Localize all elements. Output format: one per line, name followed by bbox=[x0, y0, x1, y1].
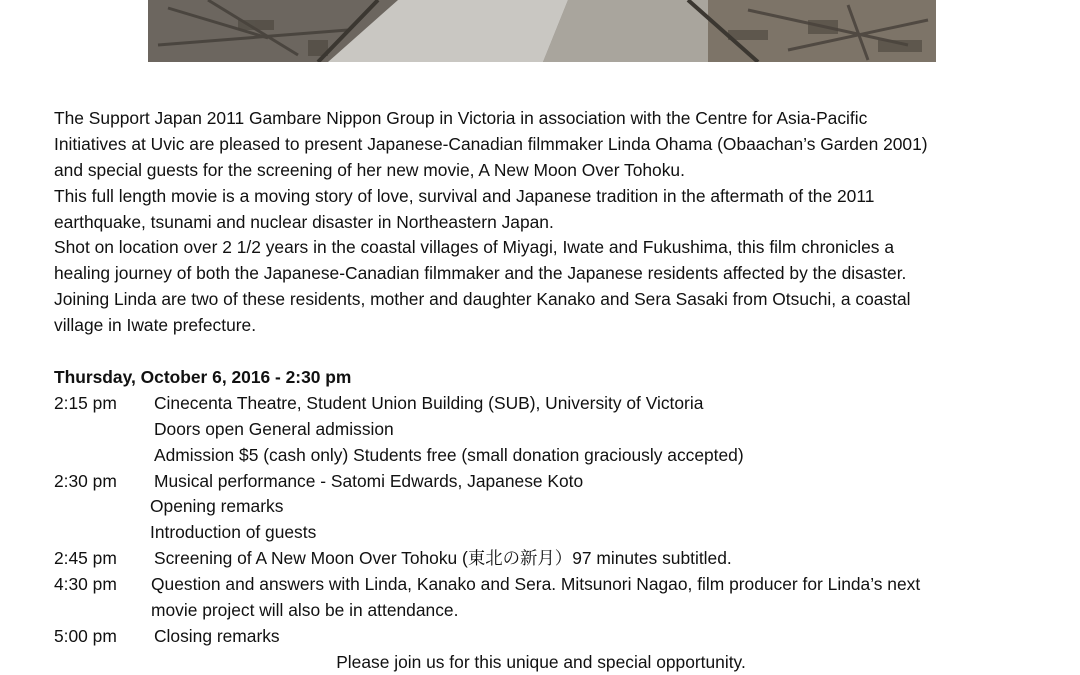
intro-line: and special guests for the screening of her new movie, A New Moon Over Tohoku. bbox=[54, 159, 685, 180]
intro-line: village in Iwate prefecture. bbox=[54, 315, 257, 336]
intro-line: healing journey of both the Japanese-Canadian filmmaker and the Japanese residents affected by the disaster. bbox=[54, 263, 907, 284]
schedule-row bbox=[54, 546, 1054, 572]
intro-paragraph bbox=[54, 106, 1054, 339]
schedule-text: Introduction of guests bbox=[150, 522, 317, 543]
intro-line: earthquake, tsunami and nuclear disaster in Northeastern Japan. bbox=[54, 211, 554, 232]
intro-line: Initiatives at Uvic are pleased to present Japanese-Canadian filmmaker Linda Ohama (Obaachan’s Garden 2001) bbox=[54, 133, 928, 154]
schedule-text: Screening of A New Moon Over Tohoku (東北の新月）97 minutes subtitled. bbox=[154, 548, 732, 569]
event-flyer-body bbox=[54, 106, 1054, 675]
intro-line: This full length movie is a moving story of love, survival and Japanese tradition in the aftermath of the 2011 bbox=[54, 185, 875, 206]
intro-line: Joining Linda are two of these residents, mother and daughter Kanako and Sera Sasaki from Otsuchi, a coastal bbox=[54, 289, 911, 310]
schedule-row bbox=[54, 494, 1054, 520]
photo-tsunami-aftermath-icon bbox=[148, 0, 936, 62]
schedule-text: movie project will also be in attendance. bbox=[151, 600, 459, 621]
schedule-text: Cinecenta Theatre, Student Union Building (SUB), University of Victoria bbox=[154, 392, 704, 413]
schedule-row bbox=[54, 572, 1054, 598]
event-date-heading: Thursday, October 6, 2016 - 2:30 pm bbox=[54, 367, 352, 388]
schedule-text: Question and answers with Linda, Kanako and Sera. Mitsunori Nagao, film producer for Linda’s next bbox=[151, 574, 921, 595]
spacer bbox=[54, 339, 1054, 365]
intro-line: The Support Japan 2011 Gambare Nippon Group in Victoria in association with the Centre for Asia-Pacific bbox=[54, 108, 868, 128]
schedule-text: Admission $5 (cash only) Students free (small donation graciously accepted) bbox=[154, 444, 744, 465]
schedule-text: Opening remarks bbox=[150, 496, 284, 517]
schedule-time: 5:00 pm bbox=[54, 625, 117, 646]
intro-line: Shot on location over 2 1/2 years in the coastal villages of Miyagi, Iwate and Fukushima, this film chronicles a bbox=[54, 237, 894, 258]
schedule-row bbox=[54, 520, 1054, 546]
schedule-text: Doors open General admission bbox=[154, 418, 394, 439]
schedule-time: 2:45 pm bbox=[54, 548, 117, 569]
schedule-row bbox=[54, 469, 1054, 495]
schedule-row bbox=[54, 443, 1054, 469]
schedule-time: 2:15 pm bbox=[54, 392, 117, 413]
schedule-row bbox=[54, 391, 1054, 417]
schedule-text: Closing remarks bbox=[154, 625, 280, 646]
schedule-row bbox=[54, 417, 1054, 443]
closing-invitation: Please join us for this unique and special opportunity. bbox=[336, 651, 746, 672]
schedule-time: 2:30 pm bbox=[54, 470, 117, 491]
schedule-list bbox=[54, 391, 1054, 650]
schedule-time: 4:30 pm bbox=[54, 574, 117, 595]
schedule-row bbox=[54, 598, 1054, 624]
schedule-text: Musical performance - Satomi Edwards, Japanese Koto bbox=[154, 470, 584, 491]
header-photo bbox=[148, 0, 936, 62]
schedule-row bbox=[54, 624, 1054, 650]
